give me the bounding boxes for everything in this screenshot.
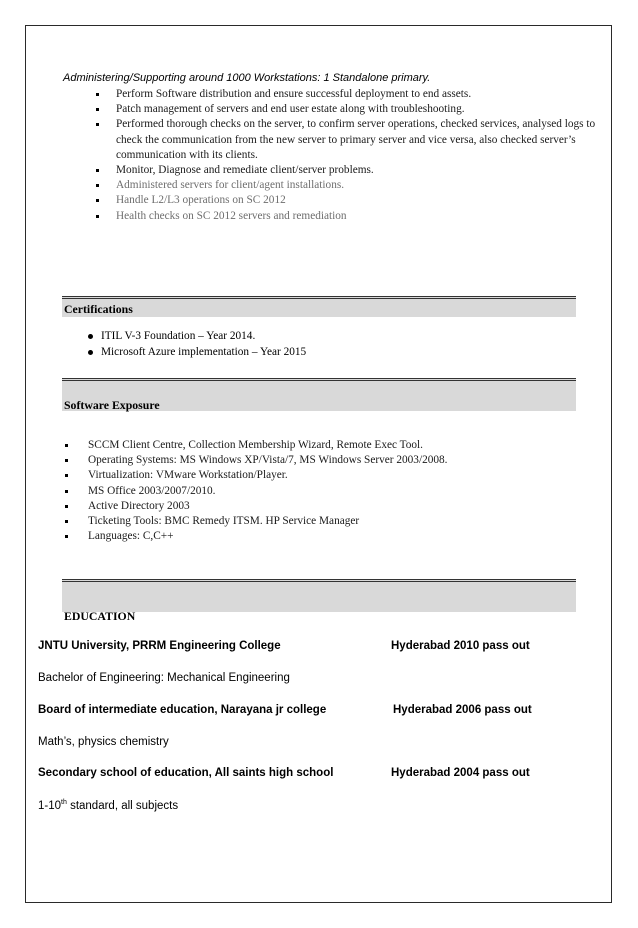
education-row [38,767,538,779]
list-item: Patch management of servers and end user estate along with troubleshooting. [91,102,601,117]
list-item: Monitor, Diagnose and remediate client/server problems. [91,163,601,178]
location-year: Hyderabad 2004 pass out [391,767,530,779]
list-item: Health checks on SC 2012 servers and remediation [91,209,601,224]
list-item: Virtualization: VMware Workstation/Player. [63,468,573,483]
institution-name: Secondary school of education, All saints high school [38,767,334,779]
list-item: MS Office 2003/2007/2010. [63,484,573,499]
education-section-band [62,579,576,612]
list-item: ITIL V-3 Foundation – Year 2014. [83,329,306,345]
certifications-heading: Certifications [62,296,576,317]
experience-intro: Administering/Supporting around 1000 Workstations: 1 Standalone primary. [63,72,431,84]
list-item: Active Directory 2003 [63,499,573,514]
list-item: Ticketing Tools: BMC Remedy ITSM. HP Service Manager [63,514,573,529]
resume-page [25,25,612,903]
education-heading: EDUCATION [64,609,136,623]
education-row [38,640,538,652]
list-item: Handle L2/L3 operations on SC 2012 [91,193,601,208]
institution-name: Board of intermediate education, Narayana jr college [38,704,327,716]
experience-list [91,87,601,224]
education-detail: 1-10th standard, all subjects [38,799,179,812]
list-item: Microsoft Azure implementation – Year 2015 [83,345,306,361]
education-detail: Bachelor of Engineering: Mechanical Engineering [38,672,290,684]
education-row [38,704,538,716]
list-item: Languages: C,C++ [63,529,573,544]
software-heading: Software Exposure [64,398,160,412]
list-item: Perform Software distribution and ensure successful deployment to end assets. [91,87,601,102]
list-item: Operating Systems: MS Windows XP/Vista/7, MS Windows Server 2003/2008. [63,453,573,468]
list-item: Performed thorough checks on the server, to confirm server operations, checked services, analysed logs to check the communication from the new server to primary server and vice versa, also checked server’s communication with its clients. [91,117,601,163]
list-item: SCCM Client Centre, Collection Membership Wizard, Remote Exec Tool. [63,438,573,453]
education-detail: Math’s, physics chemistry [38,736,169,748]
certifications-list [83,329,306,360]
location-year: Hyderabad 2006 pass out [393,704,532,716]
location-year: Hyderabad 2010 pass out [391,640,530,652]
institution-name: JNTU University, PRRM Engineering College [38,640,281,652]
list-item: Administered servers for client/agent installations. [91,178,601,193]
software-list [63,438,573,544]
